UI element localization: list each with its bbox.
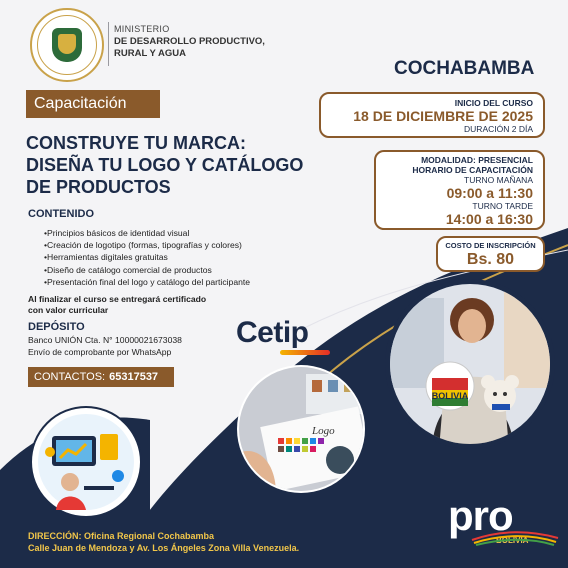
- logo-card-label: Logo: [312, 425, 335, 437]
- start-date-box: INICIO DEL CURSO 18 DE DICIEMBRE DE 2025 DURACIÓN 2 DÍA: [319, 92, 545, 138]
- deposit-note: Envío de comprobante por WhatsApp: [28, 347, 172, 357]
- list-item: •Principios básicos de identidad visual: [44, 228, 190, 238]
- certificate-note: Al finalizar el curso se entregará certificado con valor curricular: [28, 294, 207, 315]
- list-item: •Presentación final del logo y catálogo del participante: [44, 276, 251, 287]
- schedule-box: MODALIDAD: PRESENCIAL HORARIO DE CAPACITACIÓN TURNO MAÑANA 09:00 a 11:30 TURNO TARDE 14:00 a 16:30: [374, 150, 545, 230]
- contact-number: 65317537: [109, 371, 159, 383]
- cetip-underline: [280, 350, 330, 355]
- contacts-button[interactable]: CONTACTOS: 65317537: [28, 367, 174, 387]
- cetip-logo: Cetip: [236, 316, 309, 349]
- ministry-name: DE DESARROLLO PRODUCTIVO, RURAL Y AGUA: [114, 36, 265, 59]
- ministry-label: MINISTERIO: [114, 24, 170, 34]
- morning-hours: 09:00 a 11:30: [446, 185, 533, 201]
- list-item: •Diseño de catálogo comercial de productos: [44, 264, 212, 275]
- government-seal-logo: [30, 8, 104, 82]
- logo-design-photo: [236, 364, 366, 494]
- header-divider: [108, 22, 109, 66]
- bank-account: Banco UNIÓN Cta. N° 10000021673038: [28, 335, 182, 345]
- photo-badge-label: BOLIVIA: [431, 391, 469, 401]
- deposit-info: [28, 334, 182, 358]
- address: DIRECCIÓN: Oficina Regional Cochabamba Calle Juan de Mendoza y Av. Los Ángeles Zona Villa Venezuela.: [28, 531, 300, 553]
- training-tag: Capacitación: [26, 90, 160, 118]
- content-list: [44, 227, 250, 288]
- course-title: CONSTRUYE TU MARCA: DISEÑA TU LOGO Y CATÁLOGO DE PRODUCTOS: [26, 133, 304, 197]
- pro-bolivia-swoosh: [470, 528, 560, 546]
- participant-photo: [384, 278, 556, 450]
- list-item: •Herramientas digitales gratuitas: [44, 252, 168, 263]
- cost-amount: Bs. 80: [466, 251, 515, 268]
- pro-bolivia-sub: BOLIVIA: [496, 536, 529, 545]
- start-date: 18 DE DICIEMBRE DE 2025: [353, 108, 533, 124]
- deposit-heading: DEPÓSITO: [28, 321, 85, 333]
- city-title: COCHABAMBA: [394, 58, 535, 79]
- content-heading: CONTENIDO: [28, 208, 94, 220]
- afternoon-hours: 14:00 a 16:30: [445, 211, 533, 227]
- cost-box: COSTO DE INSCRIPCIÓN Bs. 80: [436, 236, 545, 272]
- pro-bolivia-logo: pro: [448, 492, 513, 539]
- list-item: •Creación de logotipo (formas, tipografías y colores): [44, 240, 242, 251]
- digital-marketing-illustration: [30, 406, 142, 518]
